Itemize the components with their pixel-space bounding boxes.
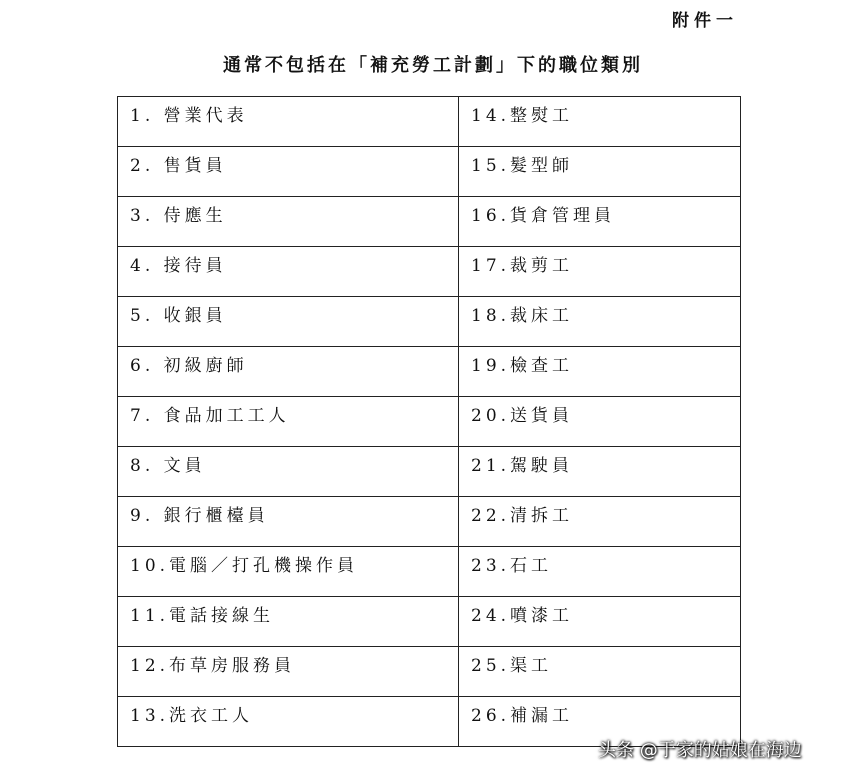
table-row <box>118 497 741 547</box>
job-item: 14.整熨工 <box>471 106 574 126</box>
table-row <box>118 347 741 397</box>
document-title: 通常不包括在「補充勞工計劃」下的職位類別 <box>223 55 643 76</box>
job-item: 9. 銀行櫃檯員 <box>130 506 269 526</box>
job-cell <box>459 347 741 397</box>
job-cell <box>118 647 459 697</box>
job-cell <box>459 497 741 547</box>
table-row <box>118 547 741 597</box>
job-cell <box>118 147 459 197</box>
watermark-text: 头条 @于家的姑娘在海边 <box>598 740 802 761</box>
job-item: 19.檢查工 <box>471 356 574 376</box>
table-row <box>118 447 741 497</box>
job-item: 21.駕駛員 <box>471 456 574 476</box>
table-row <box>118 147 741 197</box>
job-item: 18.裁床工 <box>471 306 574 326</box>
job-category-table <box>117 96 741 747</box>
job-item: 24.噴漆工 <box>471 606 574 626</box>
job-item: 4. 接待員 <box>130 256 227 276</box>
table-row <box>118 647 741 697</box>
job-cell <box>459 197 741 247</box>
job-cell <box>459 397 741 447</box>
job-cell <box>118 347 459 397</box>
job-item: 2. 售貨員 <box>130 156 227 176</box>
job-cell <box>118 397 459 447</box>
table-row <box>118 97 741 147</box>
job-item: 26.補漏工 <box>471 706 574 726</box>
job-cell <box>459 447 741 497</box>
job-item: 25.渠工 <box>471 656 553 676</box>
table-row <box>118 397 741 447</box>
job-cell <box>118 697 459 747</box>
job-cell <box>459 597 741 647</box>
job-cell <box>118 547 459 597</box>
job-cell <box>118 297 459 347</box>
job-item: 6. 初級廚師 <box>130 356 248 376</box>
job-item: 23.石工 <box>471 556 553 576</box>
annex-label: 附件一 <box>672 11 738 31</box>
job-cell <box>118 447 459 497</box>
job-cell <box>118 247 459 297</box>
job-item: 15.髮型師 <box>471 156 574 176</box>
job-item: 7. 食品加工工人 <box>130 406 290 426</box>
job-item: 1. 營業代表 <box>130 106 248 126</box>
table-row <box>118 197 741 247</box>
job-cell <box>118 497 459 547</box>
job-cell <box>459 247 741 297</box>
job-cell <box>118 597 459 647</box>
job-item: 13.洗衣工人 <box>130 706 254 726</box>
job-item: 8. 文員 <box>130 456 206 476</box>
job-item: 5. 收銀員 <box>130 306 227 326</box>
job-cell <box>118 97 459 147</box>
job-item: 12.布草房服務員 <box>130 656 296 676</box>
job-cell <box>459 147 741 197</box>
job-cell <box>118 197 459 247</box>
job-item: 17.裁剪工 <box>471 256 574 276</box>
job-cell <box>459 97 741 147</box>
job-cell <box>459 297 741 347</box>
table-row <box>118 247 741 297</box>
job-item: 11.電話接線生 <box>130 606 275 626</box>
job-item: 10.電腦／打孔機操作員 <box>130 556 359 576</box>
table-row <box>118 597 741 647</box>
job-item: 22.清拆工 <box>471 506 574 526</box>
job-item: 3. 侍應生 <box>130 206 227 226</box>
job-item: 20.送貨員 <box>471 406 574 426</box>
table-row <box>118 297 741 347</box>
job-item: 16.貨倉管理員 <box>471 206 616 226</box>
job-cell <box>459 547 741 597</box>
job-cell <box>459 647 741 697</box>
